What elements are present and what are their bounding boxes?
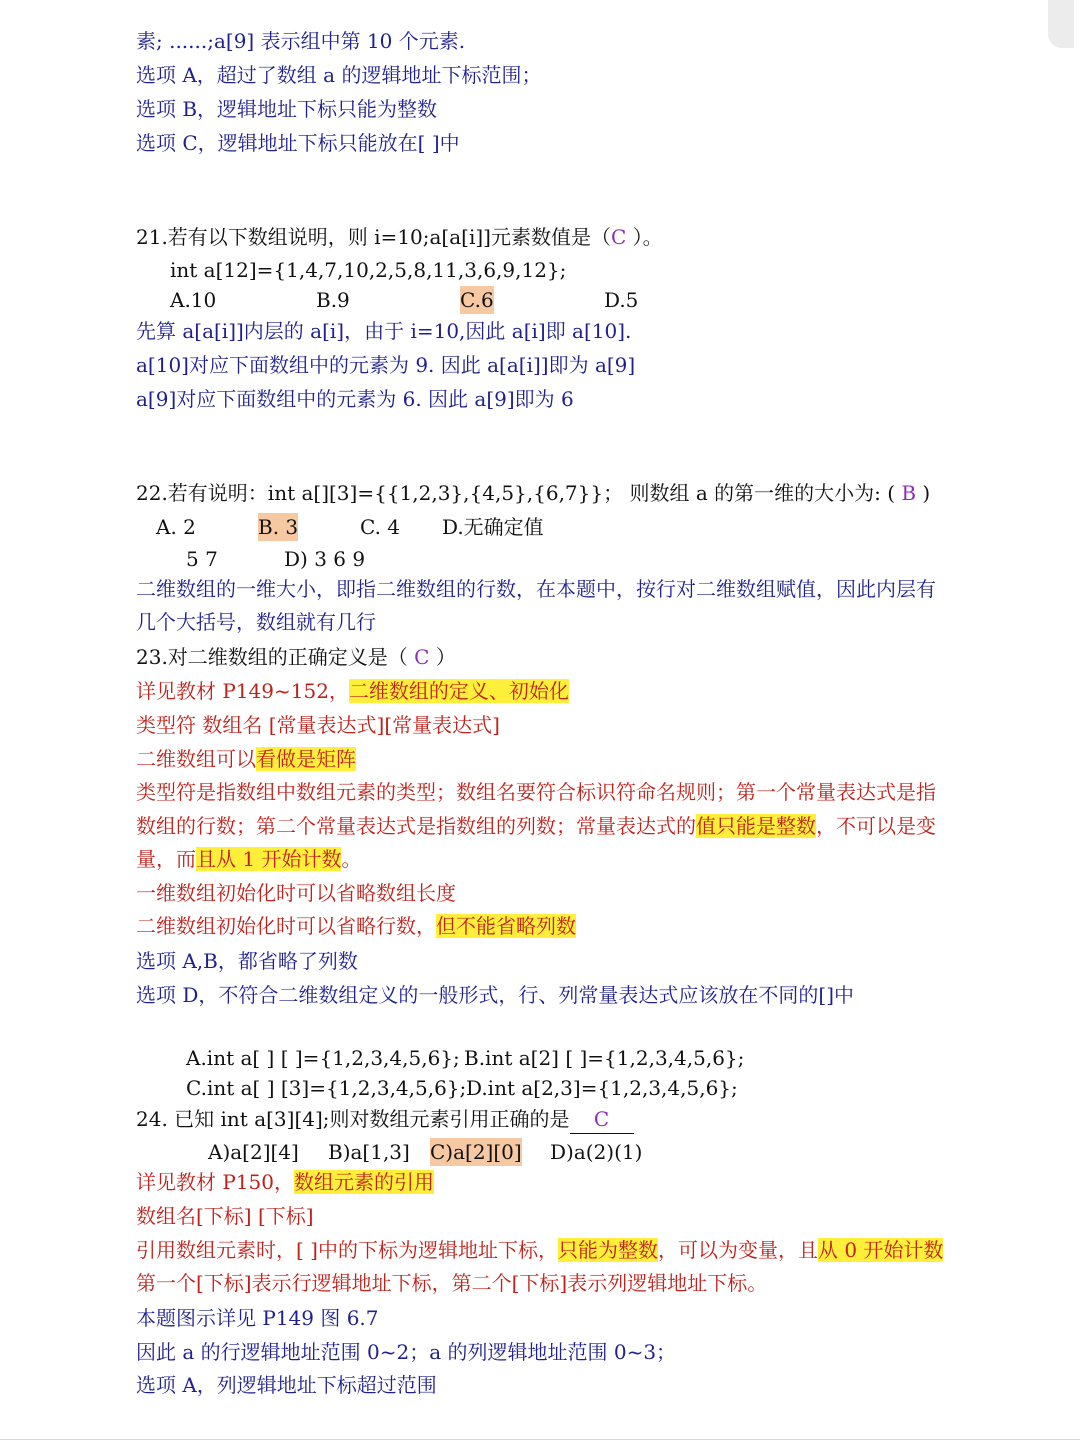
q24-option-a: A)a[2][4] — [208, 1140, 299, 1164]
q24-range: 因此 a 的行逻辑地址范围 0~2；a 的列逻辑地址范围 0~3； — [136, 1340, 677, 1364]
q23-option-c: C.int a[ ] [3]={1,2,3,4,5,6}; — [186, 1076, 467, 1100]
q21-exp-2: a[10]对应下面数组中的元素为 9. 因此 a[a[i]]即为 a[9] — [136, 353, 636, 377]
q23-answer: C — [414, 645, 430, 669]
q22-extra-1: 5 7 — [186, 547, 218, 571]
q24-rule-1: 引用数组元素时，[ ]中的下标为逻辑地址下标，只能为整数，可以为变量，且从 0 开始计数 — [136, 1238, 944, 1262]
q23-init-2: 二维数组初始化时可以省略行数，但不能省略列数 — [136, 914, 576, 938]
q23-option-ab-note: 选项 A,B，都省略了列数 — [136, 949, 358, 973]
q24-option-a-note: 选项 A，列逻辑地址下标超过范围 — [136, 1373, 437, 1397]
q23-desc-2: 数组的行数；第二个常量表达式是指数组的列数；常量表达式的值只能是整数，不可以是变 — [136, 814, 936, 838]
top-line-2: 选项 A，超过了数组 a 的逻辑地址下标范围； — [136, 63, 542, 87]
top-line-3: 选项 B，逻辑地址下标只能为整数 — [136, 97, 438, 121]
q23-option-d: D.int a[2,3]={1,2,3,4,5,6}; — [466, 1076, 738, 1100]
q21-answer: C — [610, 225, 627, 249]
corner-tab — [1048, 0, 1074, 48]
q24-question: 24. 已知 int a[3][4];则对数组元素引用正确的是 C — [136, 1105, 634, 1134]
q23-option-b: B.int a[2] [ ]={1,2,3,4,5,6}; — [464, 1046, 745, 1070]
q22-exp-1: 二维数组的一维大小，即指二维数组的行数，在本题中，按行对二维数组赋值，因此内层有 — [136, 577, 936, 601]
q24-option-b: B)a[1,3] — [328, 1140, 410, 1164]
q21-option-d: D.5 — [604, 288, 639, 312]
page-bottom-divider — [0, 1439, 1080, 1440]
q21-option-a: A.10 — [170, 288, 217, 312]
q23-question: 23.对二维数组的正确定义是（ C ） — [136, 645, 456, 669]
q22-answer: B — [901, 481, 917, 505]
q22-exp-2: 几个大括号，数组就有几行 — [136, 610, 376, 634]
q24-option-d: D)a(2)(1) — [550, 1140, 643, 1164]
q24-answer: C — [570, 1105, 634, 1134]
q22-option-c: C. 4 — [360, 515, 401, 539]
top-line-4: 选项 C，逻辑地址下标只能放在[ ]中 — [136, 131, 460, 155]
q24-figure-ref: 本题图示详见 P149 图 6.7 — [136, 1306, 379, 1330]
q22-option-d: D.无确定值 — [442, 515, 544, 539]
q23-matrix: 二维数组可以看做是矩阵 — [136, 747, 356, 771]
q22-option-b: B. 3 — [258, 515, 299, 539]
q23-init-1: 一维数组初始化时可以省略数组长度 — [136, 881, 456, 905]
q23-desc-1: 类型符是指数组中数组元素的类型；数组名要符合标识符命名规则；第一个常量表达式是指 — [136, 780, 936, 804]
q22-option-a: A. 2 — [156, 515, 196, 539]
q21-exp-3: a[9]对应下面数组中的元素为 6. 因此 a[9]即为 6 — [136, 387, 574, 411]
q23-syntax: 类型符 数组名 [常量表达式][常量表达式] — [136, 713, 500, 737]
q23-reference: 详见教材 P149~152，二维数组的定义、初始化 — [136, 679, 569, 703]
q21-exp-1: 先算 a[a[i]]内层的 a[i]，由于 i=10,因此 a[i]即 a[10]. — [136, 319, 632, 343]
q22-question: 22.若有说明：int a[][3]={{1,2,3},{4,5},{6,7}}； 则数组 a 的第一维的大小为: ( B ) — [136, 481, 931, 505]
q23-option-a: A.int a[ ] [ ]={1,2,3,4,5,6}; — [186, 1046, 460, 1070]
q23-desc-3: 量，而且从 1 开始计数。 — [136, 847, 362, 871]
q24-syntax: 数组名[下标] [下标] — [136, 1204, 314, 1228]
q21-option-c: C.6 — [460, 288, 494, 312]
q24-rule-2: 第一个[下标]表示行逻辑地址下标，第二个[下标]表示列逻辑地址下标。 — [136, 1271, 768, 1295]
q21-code: int a[12]={1,4,7,10,2,5,8,11,3,6,9,12}; — [170, 258, 567, 282]
q21-option-b: B.9 — [316, 288, 350, 312]
q21-question: 21.若有以下数组说明，则 i=10;a[a[i]]元素数值是（C ）。 — [136, 225, 663, 249]
q24-reference: 详见教材 P150，数组元素的引用 — [136, 1170, 434, 1194]
top-line-1: 素; ......;a[9] 表示组中第 10 个元素. — [136, 29, 466, 53]
q24-option-c: C)a[2][0] — [430, 1140, 522, 1164]
q23-option-d-note: 选项 D，不符合二维数组定义的一般形式，行、列常量表达式应该放在不同的[]中 — [136, 983, 854, 1007]
q22-extra-2: D) 3 6 9 — [284, 547, 366, 571]
